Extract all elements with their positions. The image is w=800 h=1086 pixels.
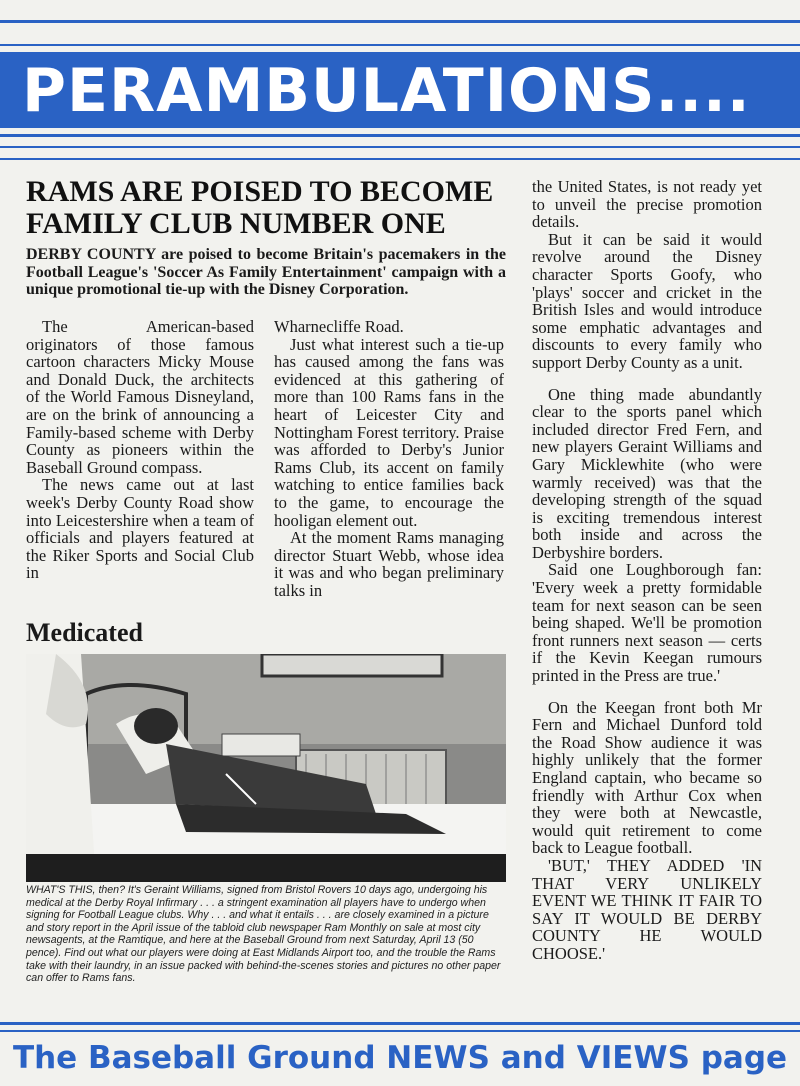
article-standfirst: [26, 246, 506, 299]
paragraph: One thing made abundantly clear to the sports panel which included director Fred Fern, and new players Geraint Williams and Gary Micklewhite (who were warmly received) was that the developing strength of the squad is exciting tremendous interest both inside and across the Derbyshire borders.: [532, 384, 762, 562]
paragraph: The American-based originators of those famous cartoon characters Micky Mouse and Donald Duck, the architects of the World Famous Disneyland, are on the brink of announcing a Family-based scheme with Derby County as pioneers within the Baseball Ground compass.: [26, 317, 254, 477]
photo-caption: WHAT'S THIS, then? It's Geraint Williams, signed from Bristol Rovers 10 days ago, undergoing his medical at the Derby Royal Infirmary . . . a stringent examination all players have to undergo when signing for Football League clubs. Why . . . and what it entails . . . are closely examined in a picture and story report in the April issue of the tabloid club newspaper Ram Monthly on sale at most city newsagents, at the Ramtique, and here at the Baseball Ground from next Saturday, April 13 (50 pence). Find out what our players were doing at East Midlands Airport too, and the trouble the Rams take with their laundry, in an issue packed with behind-the-scenes stories and pictures no other paper can offer to Rams fans.: [26, 884, 501, 985]
standfirst-text: are poised to become Britain's pacemakers in the Football League's 'Soccer As Family Entertainment' campaign with a unique promotional tie-up with the Disney Corporation.: [26, 246, 506, 298]
paragraph: Said one Loughborough fan: 'Every week a pretty formidable team for next season can be seen being shaped. We'll be promotion front runners next season — certs if the Kevin Keegan rumours printed in the Press are true.': [532, 560, 762, 686]
paragraph: At the moment Rams managing director Stuart Webb, whose idea it was and who began preliminary talks in: [274, 528, 504, 600]
article-headline: [26, 176, 512, 240]
article-column-2: [274, 318, 504, 600]
paragraph: 'BUT,' THEY ADDED 'IN THAT VERY UNLIKELY EVENT WE THINK IT FAIR TO SAY IT WOULD BE DERBY COUNTY HE WOULD CHOOSE.': [532, 855, 762, 963]
article-column-3: [532, 178, 762, 963]
paragraph: Just what interest such a tie-up has caused among the fans was evidenced at this gathering of more than 100 Rams fans in the heart of Leicester City and Nottingham Forest territory. Praise was afforded to Derby's Junior Rams Club, its accent on family watching to entice families back to the game, to encourage the hooligan element out.: [274, 334, 504, 530]
banner-rule-2: [0, 146, 800, 148]
photo-subhead: Medicated: [26, 618, 143, 647]
masthead-title: PERAMBULATIONS....: [22, 56, 751, 126]
top-rule-2: [0, 44, 800, 46]
footer-rule-1: [0, 1022, 800, 1025]
standfirst-lead: DERBY COUNTY: [26, 246, 156, 263]
footer-rule-2: [0, 1030, 800, 1032]
headline-line-1: RAMS ARE POISED TO BECOME: [26, 175, 494, 208]
hospital-photo: [26, 654, 506, 882]
article-column-1: [26, 318, 254, 582]
footer-title: The Baseball Ground NEWS and VIEWS page: [12, 1040, 788, 1076]
paragraph: On the Keegan front both Mr Fern and Michael Dunford told the Road Show audience it was highly unlikely that the former England captain, who became so friendly with Arthur Cox when they were both at Newcastle, would quit retirement to come back to League football.: [532, 697, 762, 858]
top-rule-1: [0, 20, 800, 23]
banner-rule-1: [0, 134, 800, 137]
banner-rule-3: [0, 158, 800, 160]
hospital-bed-illustration: [26, 654, 506, 882]
paragraph: The news came out at last week's Derby County Road show into Leicestershire when a team of officials and players featured at the Riker Sports and Social Club in: [26, 475, 254, 583]
paragraph: But it can be said it would revolve around the Disney character Sports Goofy, who 'plays' soccer and cricket in the British Isles and would introduce some emphatic advantages and discounts to every family who support Derby County as a unit.: [532, 229, 762, 372]
paragraph: the United States, is not ready yet to unveil the precise promotion details.: [532, 177, 762, 232]
headline-line-2: FAMILY CLUB NUMBER ONE: [26, 207, 446, 240]
paragraph: Wharnecliffe Road.: [274, 317, 404, 336]
